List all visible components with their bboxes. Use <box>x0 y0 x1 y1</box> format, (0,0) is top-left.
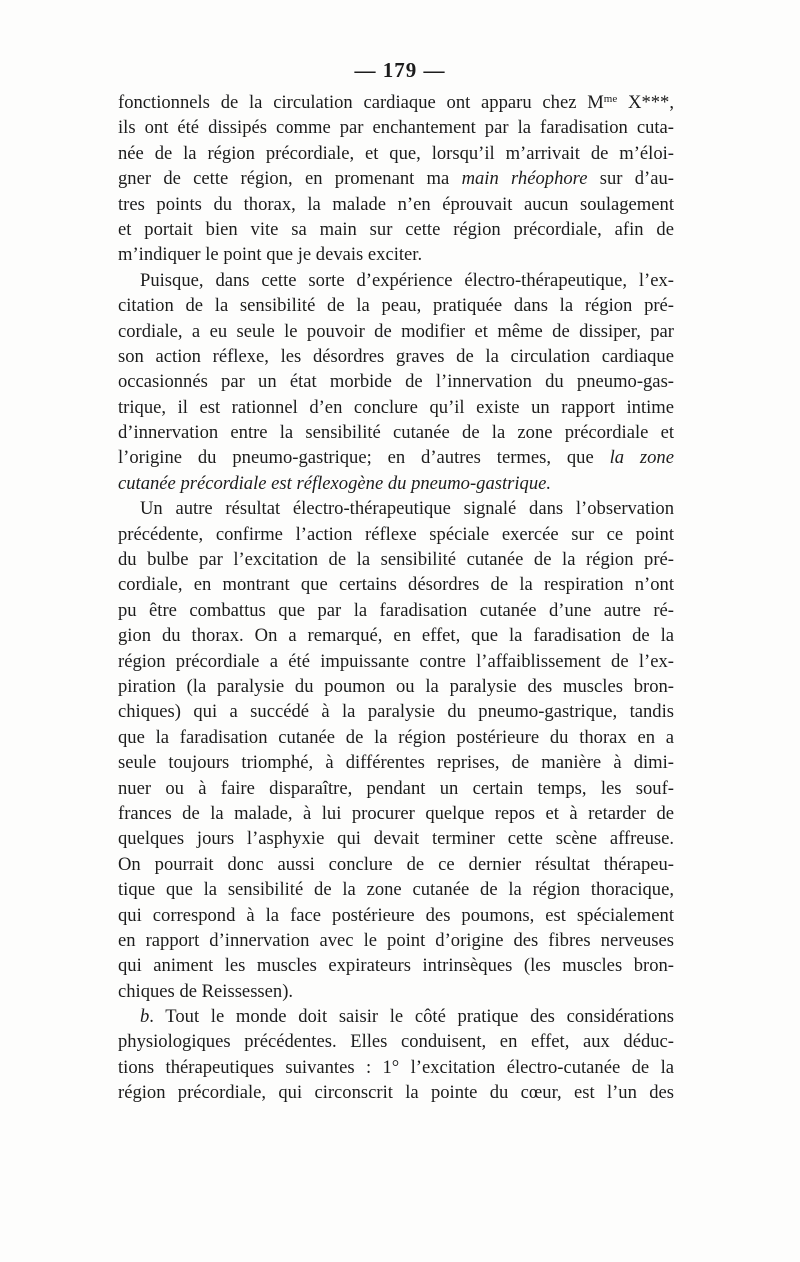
text-line: précédente, confirme l’action réflexe spéciale exercée sur ce point <box>118 523 674 545</box>
text-line: Puisque, dans cette sorte d’expérience électro-thérapeutique, l’ex- <box>140 269 674 291</box>
text-line: frances de la malade, à lui procurer quelque repos et à retarder de <box>118 802 674 824</box>
text-line: Un autre résultat électro-thérapeutique signalé dans l’observation <box>140 498 674 520</box>
text-line: et portait bien vite sa main sur cette région précordiale, afin de <box>118 218 674 240</box>
text-line: tres points du thorax, la malade n’en éprouvait aucun soulagement <box>118 193 674 215</box>
text-line: m’indiquer le point que je devais exciter. <box>118 244 423 266</box>
text-line: cordiale, en montrant que certains désordres de la respiration n’ont <box>118 574 674 596</box>
text-line: l’origine du pneumo-gastrique; en d’autres termes, que la zone <box>118 447 674 469</box>
text-line: citation de la sensibilité de la peau, pratiquée dans la région pré- <box>118 295 674 317</box>
text-line: d’innervation entre la sensibilité cutanée de la zone précordiale et <box>118 422 674 444</box>
text-line: fonctionnels de la circulation cardiaque ont apparu chez $M^{me}$ X***, <box>118 92 674 113</box>
paragraph <box>118 496 674 1004</box>
text-line: trique, il est rationnel d’en conclure qu’il existe un rapport intime <box>118 396 674 418</box>
text-line: gner de cette région, en promenant ma main rhéophore sur d’au- <box>118 168 674 190</box>
text-line: son action réflexe, les désordres graves de la circulation cardiaque <box>118 345 674 367</box>
text-line: du bulbe par l’excitation de la sensibilité cutanée de la région pré- <box>118 549 674 571</box>
text-line: cordiale, a eu seule le pouvoir de modifier et même de dissiper, par <box>118 320 674 342</box>
text-line: On pourrait donc aussi conclure de ce dernier résultat thérapeu- <box>118 853 674 875</box>
paragraph <box>118 268 674 497</box>
text-line: quelques jours l’asphyxie qui devait terminer cette scène affreuse. <box>118 828 674 850</box>
text-line: région précordiale, qui circonscrit la pointe du cœur, est l’un des <box>118 1082 674 1104</box>
text-line: en rapport d’innervation avec le point d’origine des fibres nerveuses <box>118 929 674 951</box>
paragraph <box>118 1004 674 1106</box>
paragraph <box>118 90 674 268</box>
text-line: physiologiques précédentes. Elles conduisent, en effet, aux déduc- <box>118 1031 674 1053</box>
text-line: seule toujours triomphé, à différentes reprises, de manière à dimi- <box>118 752 674 774</box>
text-line: piration (la paralysie du poumon ou la paralysie des muscles bron- <box>118 675 674 697</box>
text-line: que la faradisation cutanée de la région postérieure du thorax en a <box>118 726 674 748</box>
text-line: née de la région précordiale, et que, lorsqu’il m’arrivait de m’éloi- <box>118 142 674 164</box>
text-line: gion du thorax. On a remarqué, en effet, que la faradisation de la <box>118 625 674 647</box>
text-line: qui correspond à la face postérieure des poumons, est spécialement <box>118 904 674 926</box>
text-line: région précordiale a été impuissante contre l’affaiblissement de l’ex- <box>118 650 674 672</box>
body-text <box>118 90 674 1106</box>
text-line: nuer ou à faire disparaître, pendant un certain temps, les souf- <box>118 777 674 799</box>
text-line: occasionnés par un état morbide de l’innervation du pneumo-gas- <box>118 371 674 393</box>
text-line: pu être combattus que par la faradisation cutanée d’une autre ré- <box>118 599 674 621</box>
text-line: tique que la sensibilité de la zone cutanée de la région thoracique, <box>118 879 674 901</box>
text-line: cutanée précordiale est réflexogène du pneumo-gastrique. <box>118 472 552 494</box>
text-line: b. Tout le monde doit saisir le côté pratique des considérations <box>140 1006 674 1028</box>
text-line: tions thérapeutiques suivantes : 1° l’excitation électro-cutanée de la <box>118 1056 674 1078</box>
text-line: qui animent les muscles expirateurs intrinsèques (les muscles bron- <box>118 955 674 977</box>
page-number: — 179 — <box>354 58 446 82</box>
text-line: ils ont été dissipés comme par enchantement par la faradisation cuta- <box>118 117 674 139</box>
text-line: chiques) qui a succédé à la paralysie du pneumo-gastrique, tandis <box>118 701 674 723</box>
text-line: chiques de Reissessen). <box>118 980 294 1002</box>
